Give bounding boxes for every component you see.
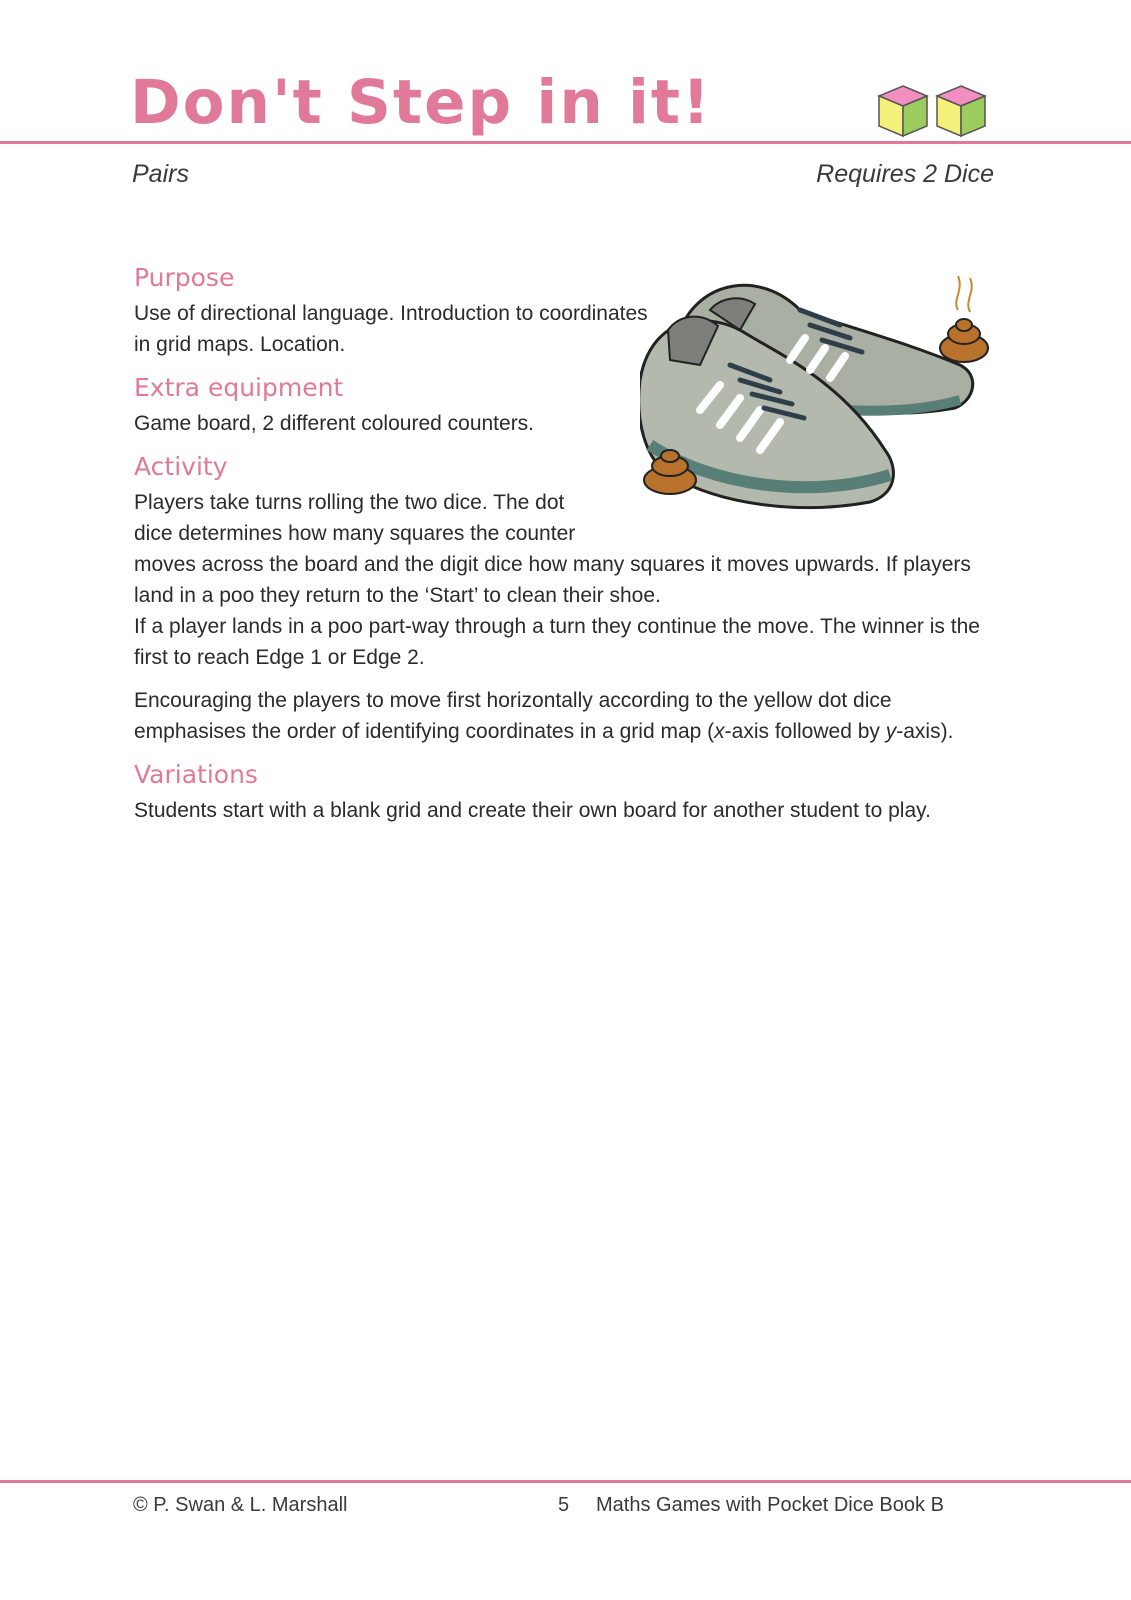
activity-paragraph-1	[134, 487, 984, 611]
activity-rest: moves across the board and the digit dice how many squares it moves upwards. If players land in a poo they return to the ‘Start’ to clean their shoe.	[134, 553, 971, 607]
variations-text: Students start with a blank grid and create their own board for another student to play.	[134, 799, 931, 822]
page-number: 5	[558, 1494, 570, 1516]
activity-p3-c: -axis).	[896, 720, 954, 743]
variations-heading: Variations	[134, 760, 258, 789]
footer-divider	[0, 1480, 1131, 1483]
activity-p3-a: Encouraging the players to move first horizontally according to the yellow dot dice emphasises the order of identifying coordinates in a grid map (	[134, 689, 892, 743]
players-label: Pairs	[132, 160, 189, 188]
activity-line-2: dice determines how many squares the counter	[134, 522, 576, 545]
purpose-heading: Purpose	[134, 263, 235, 292]
x-axis-label: x	[714, 720, 725, 743]
page-content	[134, 262, 984, 838]
dice-icon	[935, 84, 987, 138]
activity-paragraph-3	[134, 685, 984, 747]
equipment-heading: Extra equipment	[134, 373, 344, 402]
activity-heading: Activity	[134, 452, 228, 481]
requires-label: Requires 2 Dice	[816, 160, 994, 188]
footer-book-title: Maths Games with Pocket Dice Book B	[596, 1494, 944, 1516]
dice-icon	[877, 84, 929, 138]
activity-line-1: Players take turns rolling the two dice. The dot	[134, 491, 565, 514]
activity-paragraph-2: If a player lands in a poo part-way through a turn they continue the move. The winner is the first to reach Edge 1 or Edge 2.	[134, 615, 980, 669]
y-axis-label: y	[885, 720, 897, 743]
equipment-text: Game board, 2 different coloured counters.	[134, 412, 535, 435]
dice-icons	[877, 84, 989, 143]
activity-p3-b: -axis followed by	[724, 720, 886, 743]
purpose-text: Use of directional language. Introduction to coordinates in grid maps. Location.	[134, 302, 648, 356]
header-divider	[0, 141, 1131, 144]
page-title: Don't Step in it!	[130, 67, 712, 138]
footer-copyright: © P. Swan & L. Marshall	[133, 1494, 348, 1516]
